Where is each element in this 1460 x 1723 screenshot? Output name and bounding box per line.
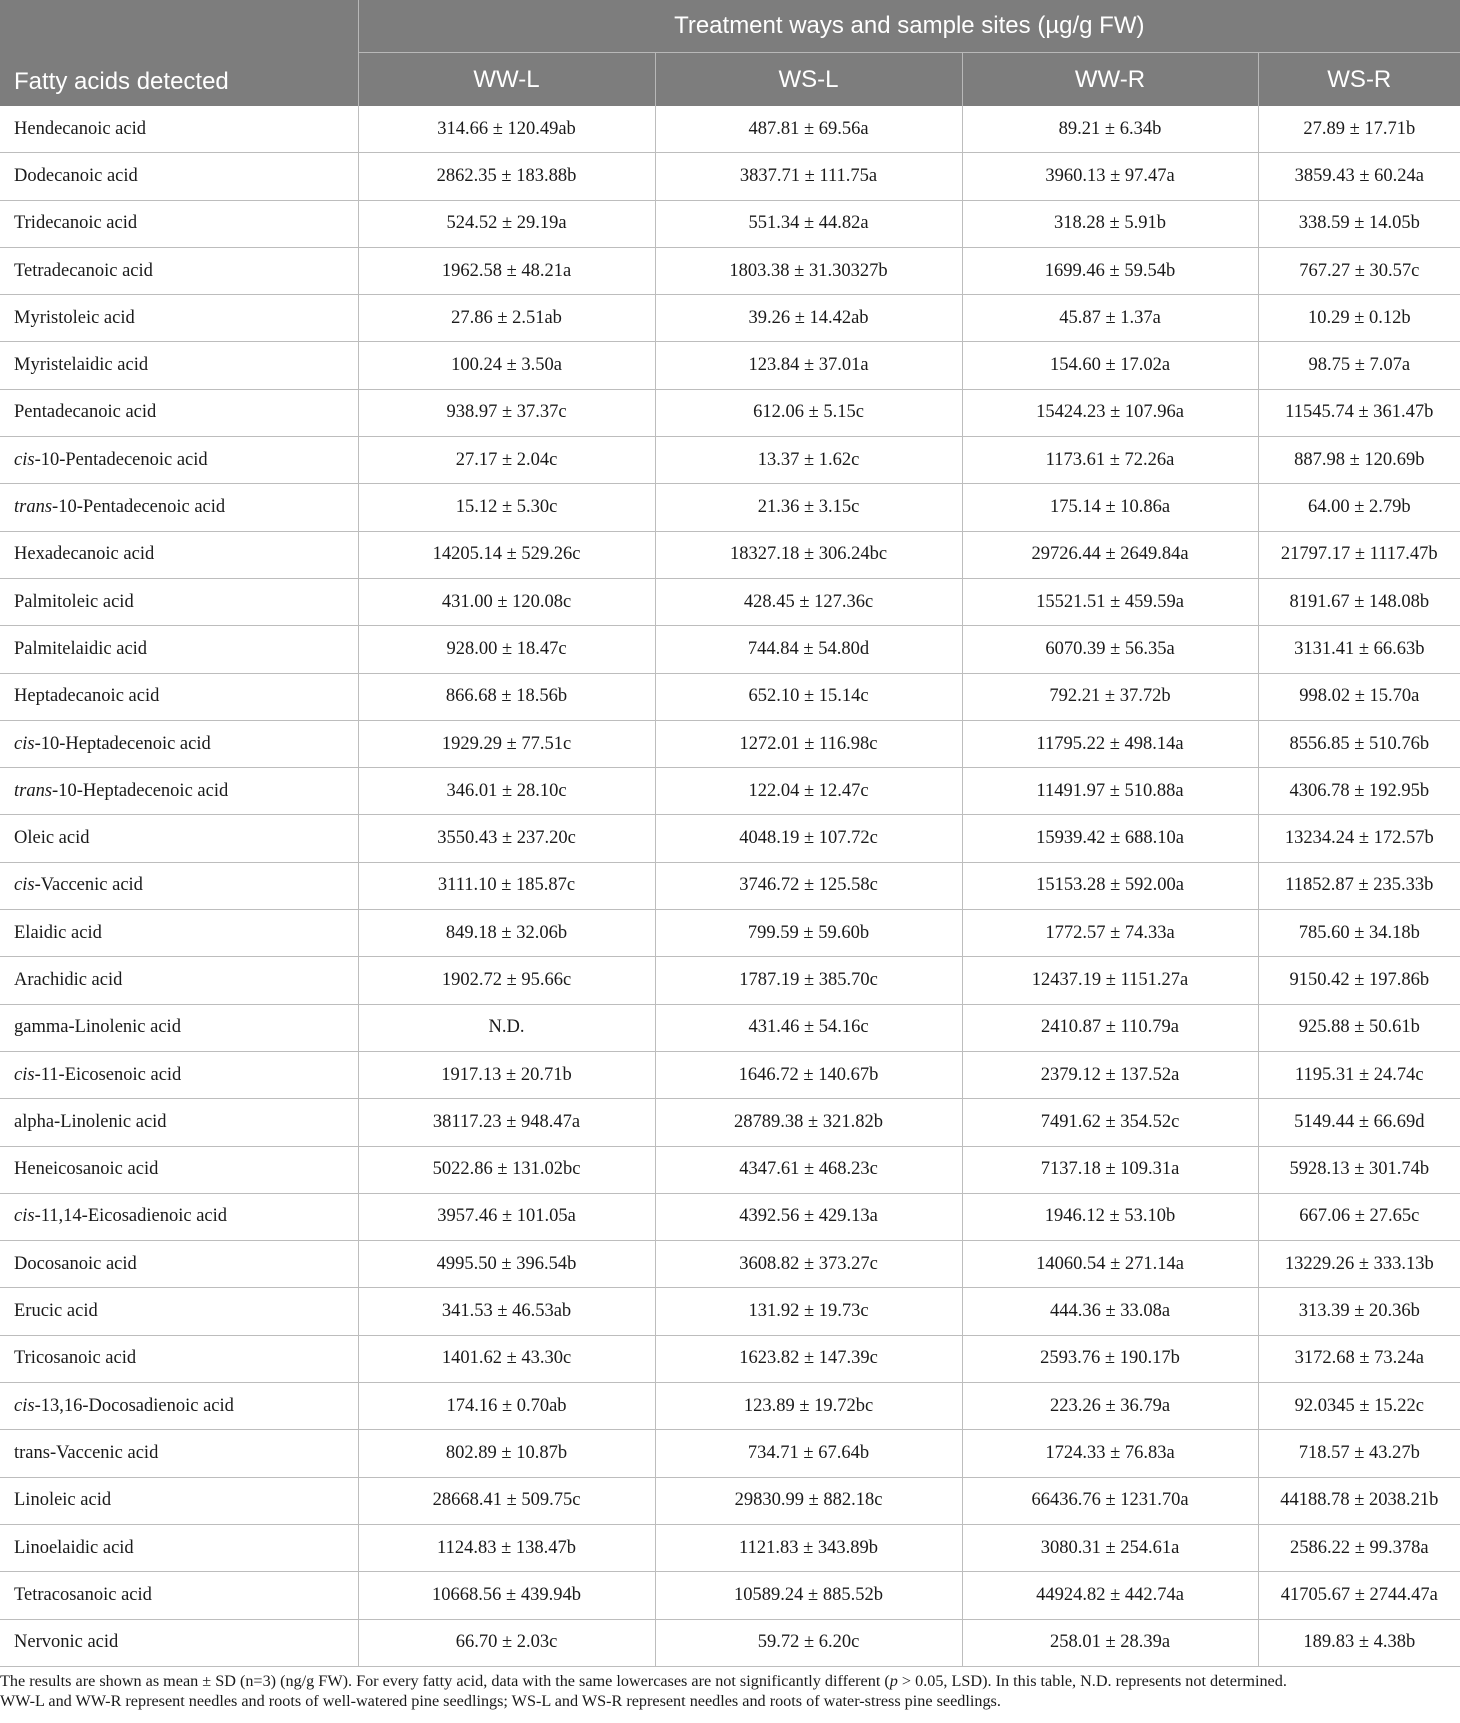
value-cell-ws-r: 13234.24 ± 172.57b: [1258, 815, 1460, 862]
fatty-acid-name: [0, 1099, 358, 1146]
value-cell-ws-r: 887.98 ± 120.69b: [1258, 437, 1460, 484]
value-cell-ws-r: 667.06 ± 27.65c: [1258, 1193, 1460, 1240]
value-cell-ww-r: 7491.62 ± 354.52c: [962, 1099, 1258, 1146]
value-cell-ww-l: 849.18 ± 32.06b: [358, 910, 655, 957]
table-row: [0, 1430, 1460, 1477]
table-row: [0, 1241, 1460, 1288]
value-cell-ws-r: 2586.22 ± 99.378a: [1258, 1524, 1460, 1571]
value-cell-ws-l: 3608.82 ± 373.27c: [655, 1241, 962, 1288]
value-cell-ws-l: 122.04 ± 12.47c: [655, 768, 962, 815]
footnote-text-a: The results are shown as mean ± SD (n=3) (ng/g FW). For every fatty acid, data with the same lowercases are not significantly different (: [0, 1671, 890, 1690]
value-cell-ws-l: 4048.19 ± 107.72c: [655, 815, 962, 862]
fatty-acid-name: [0, 720, 358, 767]
value-cell-ww-r: 3080.31 ± 254.61a: [962, 1524, 1258, 1571]
table-row: [0, 1193, 1460, 1240]
fatty-acid-label: Nervonic acid: [14, 1632, 119, 1653]
fatty-acid-label: Tetradecanoic acid: [14, 260, 153, 281]
value-cell-ww-r: 29726.44 ± 2649.84a: [962, 531, 1258, 578]
value-cell-ws-r: 338.59 ± 14.05b: [1258, 200, 1460, 247]
table-row: [0, 768, 1460, 815]
column-header-ww-r: WW-R: [962, 53, 1258, 107]
column-header-ws-l: WS-L: [655, 53, 962, 107]
value-cell-ww-r: 14060.54 ± 271.14a: [962, 1241, 1258, 1288]
value-cell-ww-l: N.D.: [358, 1004, 655, 1051]
value-cell-ws-l: 4392.56 ± 429.13a: [655, 1193, 962, 1240]
value-cell-ww-l: 38117.23 ± 948.47a: [358, 1099, 655, 1146]
fatty-acid-label: Myristelaidic acid: [14, 355, 149, 376]
fatty-acid-label: Palmitoleic acid: [14, 591, 134, 612]
fatty-acid-name: [0, 1524, 358, 1571]
isomer-prefix: trans: [14, 497, 53, 518]
table-row: [0, 295, 1460, 342]
value-cell-ww-l: 928.00 ± 18.47c: [358, 626, 655, 673]
fatty-acid-name: [0, 153, 358, 200]
fatty-acid-label: -10-Heptadecenoic acid: [52, 780, 229, 801]
value-cell-ws-l: 131.92 ± 19.73c: [655, 1288, 962, 1335]
fatty-acid-name: [0, 1146, 358, 1193]
value-cell-ww-l: 1929.29 ± 77.51c: [358, 720, 655, 767]
value-cell-ww-l: 3957.46 ± 101.05a: [358, 1193, 655, 1240]
fatty-acid-name: [0, 247, 358, 294]
table-row: [0, 1288, 1460, 1335]
fatty-acid-name: [0, 1383, 358, 1430]
value-cell-ws-r: 44188.78 ± 2038.21b: [1258, 1477, 1460, 1524]
value-cell-ww-r: 3960.13 ± 97.47a: [962, 153, 1258, 200]
value-cell-ww-r: 223.26 ± 36.79a: [962, 1383, 1258, 1430]
isomer-prefix: trans: [14, 780, 53, 801]
table-row: [0, 1524, 1460, 1571]
value-cell-ws-l: 3837.71 ± 111.75a: [655, 153, 962, 200]
value-cell-ws-l: 487.81 ± 69.56a: [655, 106, 962, 153]
value-cell-ws-r: 11545.74 ± 361.47b: [1258, 389, 1460, 436]
table-row: [0, 389, 1460, 436]
value-cell-ws-r: 27.89 ± 17.71b: [1258, 106, 1460, 153]
value-cell-ws-l: 1787.19 ± 385.70c: [655, 957, 962, 1004]
table-row: [0, 1146, 1460, 1193]
fatty-acid-name: [0, 1335, 358, 1382]
fatty-acid-name: [0, 815, 358, 862]
fatty-acid-name: [0, 1288, 358, 1335]
fatty-acid-label: -Vaccenic acid: [34, 875, 143, 896]
value-cell-ww-l: 524.52 ± 29.19a: [358, 200, 655, 247]
value-cell-ws-l: 10589.24 ± 885.52b: [655, 1572, 962, 1619]
fatty-acid-name: [0, 626, 358, 673]
value-cell-ww-r: 2410.87 ± 110.79a: [962, 1004, 1258, 1051]
table-row: [0, 342, 1460, 389]
fatty-acid-name: [0, 531, 358, 578]
table-row: [0, 1099, 1460, 1146]
fatty-acid-name: [0, 1572, 358, 1619]
value-cell-ws-r: 925.88 ± 50.61b: [1258, 1004, 1460, 1051]
value-cell-ws-l: 734.71 ± 67.64b: [655, 1430, 962, 1477]
fatty-acid-label: -11-Eicosenoic acid: [34, 1064, 182, 1085]
value-cell-ws-r: 5149.44 ± 66.69d: [1258, 1099, 1460, 1146]
value-cell-ws-r: 8556.85 ± 510.76b: [1258, 720, 1460, 767]
column-header-ww-l: WW-L: [358, 53, 655, 107]
value-cell-ww-l: 1917.13 ± 20.71b: [358, 1051, 655, 1098]
value-cell-ws-r: 998.02 ± 15.70a: [1258, 673, 1460, 720]
table-row: [0, 910, 1460, 957]
isomer-prefix: cis: [14, 449, 35, 470]
fatty-acid-name: [0, 768, 358, 815]
fatty-acid-label: -10-Heptadecenoic acid: [34, 733, 211, 754]
value-cell-ws-r: 92.0345 ± 15.22c: [1258, 1383, 1460, 1430]
fatty-acid-name: [0, 1004, 358, 1051]
table-row: [0, 1335, 1460, 1382]
value-cell-ws-r: 718.57 ± 43.27b: [1258, 1430, 1460, 1477]
fatty-acid-label: Heptadecanoic acid: [14, 686, 160, 707]
value-cell-ww-r: 15153.28 ± 592.00a: [962, 862, 1258, 909]
value-cell-ws-r: 11852.87 ± 235.33b: [1258, 862, 1460, 909]
value-cell-ws-l: 123.84 ± 37.01a: [655, 342, 962, 389]
value-cell-ws-r: 10.29 ± 0.12b: [1258, 295, 1460, 342]
value-cell-ws-l: 21.36 ± 3.15c: [655, 484, 962, 531]
table-header: [0, 0, 1460, 106]
table-row: [0, 1572, 1460, 1619]
fatty-acid-name: [0, 342, 358, 389]
table-row: [0, 1004, 1460, 1051]
isomer-prefix: cis: [14, 1064, 35, 1085]
value-cell-ws-r: 3131.41 ± 66.63b: [1258, 626, 1460, 673]
fatty-acid-name: [0, 1051, 358, 1098]
table-row: [0, 1051, 1460, 1098]
value-cell-ww-r: 45.87 ± 1.37a: [962, 295, 1258, 342]
value-cell-ww-r: 15521.51 ± 459.59a: [962, 578, 1258, 625]
fatty-acid-label: gamma-Linolenic acid: [14, 1017, 181, 1038]
value-cell-ws-r: 189.83 ± 4.38b: [1258, 1619, 1460, 1666]
value-cell-ww-r: 11491.97 ± 510.88a: [962, 768, 1258, 815]
value-cell-ww-l: 100.24 ± 3.50a: [358, 342, 655, 389]
value-cell-ww-l: 2862.35 ± 183.88b: [358, 153, 655, 200]
table-row: [0, 200, 1460, 247]
fatty-acid-label: Tricosanoic acid: [14, 1348, 137, 1369]
fatty-acid-label: Hendecanoic acid: [14, 118, 146, 139]
value-cell-ww-l: 27.17 ± 2.04c: [358, 437, 655, 484]
value-cell-ws-l: 1646.72 ± 140.67b: [655, 1051, 962, 1098]
value-cell-ww-l: 341.53 ± 46.53ab: [358, 1288, 655, 1335]
value-cell-ww-r: 11795.22 ± 498.14a: [962, 720, 1258, 767]
fatty-acid-name: [0, 673, 358, 720]
row-header-label: Fatty acids detected: [0, 0, 358, 106]
value-cell-ww-r: 6070.39 ± 56.35a: [962, 626, 1258, 673]
value-cell-ww-r: 66436.76 ± 1231.70a: [962, 1477, 1258, 1524]
value-cell-ws-r: 1195.31 ± 24.74c: [1258, 1051, 1460, 1098]
fatty-acid-label: Tetracosanoic acid: [14, 1584, 152, 1605]
value-cell-ws-r: 5928.13 ± 301.74b: [1258, 1146, 1460, 1193]
fatty-acid-label: Tridecanoic acid: [14, 213, 138, 234]
value-cell-ww-r: 7137.18 ± 109.31a: [962, 1146, 1258, 1193]
value-cell-ww-l: 174.16 ± 0.70ab: [358, 1383, 655, 1430]
value-cell-ws-r: 21797.17 ± 1117.47b: [1258, 531, 1460, 578]
value-cell-ws-r: 64.00 ± 2.79b: [1258, 484, 1460, 531]
fatty-acid-name: [0, 1619, 358, 1666]
value-cell-ww-l: 1902.72 ± 95.66c: [358, 957, 655, 1004]
value-cell-ws-l: 799.59 ± 59.60b: [655, 910, 962, 957]
value-cell-ww-r: 1699.46 ± 59.54b: [962, 247, 1258, 294]
value-cell-ww-l: 5022.86 ± 131.02bc: [358, 1146, 655, 1193]
fatty-acid-name: [0, 295, 358, 342]
column-header-ws-r: WS-R: [1258, 53, 1460, 107]
table-row: [0, 153, 1460, 200]
fatty-acid-name: [0, 200, 358, 247]
value-cell-ww-r: 15939.42 ± 688.10a: [962, 815, 1258, 862]
fatty-acid-name: [0, 578, 358, 625]
fatty-acid-name: [0, 957, 358, 1004]
table-row: [0, 673, 1460, 720]
value-cell-ws-l: 431.46 ± 54.16c: [655, 1004, 962, 1051]
fatty-acid-label: Docosanoic acid: [14, 1253, 137, 1274]
fatty-acid-label: Hexadecanoic acid: [14, 544, 155, 565]
fatty-acid-label: alpha-Linolenic acid: [14, 1111, 167, 1132]
value-cell-ws-r: 767.27 ± 30.57c: [1258, 247, 1460, 294]
value-cell-ww-l: 14205.14 ± 529.26c: [358, 531, 655, 578]
value-cell-ww-r: 154.60 ± 17.02a: [962, 342, 1258, 389]
fatty-acid-label: Palmitelaidic acid: [14, 638, 148, 659]
fatty-acid-name: [0, 437, 358, 484]
value-cell-ww-r: 258.01 ± 28.39a: [962, 1619, 1258, 1666]
footnote-p-symbol: p: [889, 1671, 898, 1690]
table-row: [0, 1477, 1460, 1524]
value-cell-ws-l: 1121.83 ± 343.89b: [655, 1524, 962, 1571]
fatty-acid-label: Dodecanoic acid: [14, 165, 138, 186]
isomer-prefix: cis: [14, 1206, 35, 1227]
value-cell-ww-r: 1946.12 ± 53.10b: [962, 1193, 1258, 1240]
fatty-acid-label: -10-Pentadecenoic acid: [52, 497, 226, 518]
value-cell-ws-l: 551.34 ± 44.82a: [655, 200, 962, 247]
table-row: [0, 626, 1460, 673]
fatty-acid-name: [0, 484, 358, 531]
isomer-prefix: cis: [14, 875, 35, 896]
fatty-acid-label: Pentadecanoic acid: [14, 402, 157, 423]
value-cell-ww-l: 66.70 ± 2.03c: [358, 1619, 655, 1666]
value-cell-ww-l: 10668.56 ± 439.94b: [358, 1572, 655, 1619]
value-cell-ww-l: 28668.41 ± 509.75c: [358, 1477, 655, 1524]
value-cell-ws-l: 29830.99 ± 882.18c: [655, 1477, 962, 1524]
footnote-line-2: WW-L and WW-R represent needles and roots of well-watered pine seedlings; WS-L and WS-R represent needles and roots of water-stress pine seedlings.: [0, 1691, 1001, 1710]
table-row: [0, 815, 1460, 862]
fatty-acid-name: [0, 1477, 358, 1524]
table-row: [0, 578, 1460, 625]
value-cell-ws-l: 744.84 ± 54.80d: [655, 626, 962, 673]
isomer-prefix: cis: [14, 733, 35, 754]
value-cell-ws-l: 1623.82 ± 147.39c: [655, 1335, 962, 1382]
value-cell-ww-r: 12437.19 ± 1151.27a: [962, 957, 1258, 1004]
table-row: [0, 862, 1460, 909]
value-cell-ws-l: 4347.61 ± 468.23c: [655, 1146, 962, 1193]
value-cell-ws-r: 4306.78 ± 192.95b: [1258, 768, 1460, 815]
value-cell-ww-l: 1962.58 ± 48.21a: [358, 247, 655, 294]
value-cell-ws-l: 13.37 ± 1.62c: [655, 437, 962, 484]
table-row: [0, 531, 1460, 578]
table-row: [0, 437, 1460, 484]
value-cell-ws-l: 123.89 ± 19.72bc: [655, 1383, 962, 1430]
value-cell-ww-r: 1173.61 ± 72.26a: [962, 437, 1258, 484]
value-cell-ws-r: 98.75 ± 7.07a: [1258, 342, 1460, 389]
value-cell-ws-l: 3746.72 ± 125.58c: [655, 862, 962, 909]
value-cell-ws-r: 41705.67 ± 2744.47a: [1258, 1572, 1460, 1619]
fatty-acid-name: [0, 1430, 358, 1477]
value-cell-ww-r: 2593.76 ± 190.17b: [962, 1335, 1258, 1382]
table-row: [0, 1383, 1460, 1430]
fatty-acid-label: -10-Pentadecenoic acid: [34, 449, 208, 470]
value-cell-ww-l: 4995.50 ± 396.54b: [358, 1241, 655, 1288]
value-cell-ww-r: 444.36 ± 33.08a: [962, 1288, 1258, 1335]
value-cell-ww-l: 346.01 ± 28.10c: [358, 768, 655, 815]
value-cell-ww-l: 866.68 ± 18.56b: [358, 673, 655, 720]
value-cell-ww-l: 27.86 ± 2.51ab: [358, 295, 655, 342]
value-cell-ww-r: 2379.12 ± 137.52a: [962, 1051, 1258, 1098]
fatty-acid-label: -13,16-Docosadienoic acid: [34, 1395, 234, 1416]
value-cell-ww-l: 1124.83 ± 138.47b: [358, 1524, 655, 1571]
table-footnote: [0, 1667, 1460, 1711]
value-cell-ww-l: 15.12 ± 5.30c: [358, 484, 655, 531]
value-cell-ww-l: 314.66 ± 120.49ab: [358, 106, 655, 153]
value-cell-ws-r: 8191.67 ± 148.08b: [1258, 578, 1460, 625]
value-cell-ww-l: 802.89 ± 10.87b: [358, 1430, 655, 1477]
table-row: [0, 957, 1460, 1004]
fatty-acid-label: Elaidic acid: [14, 922, 102, 943]
table-row: [0, 247, 1460, 294]
value-cell-ww-l: 938.97 ± 37.37c: [358, 389, 655, 436]
value-cell-ws-l: 18327.18 ± 306.24bc: [655, 531, 962, 578]
fatty-acid-label: Erucic acid: [14, 1301, 98, 1322]
value-cell-ws-r: 785.60 ± 34.18b: [1258, 910, 1460, 957]
value-cell-ws-l: 652.10 ± 15.14c: [655, 673, 962, 720]
value-cell-ws-l: 1272.01 ± 116.98c: [655, 720, 962, 767]
value-cell-ww-l: 1401.62 ± 43.30c: [358, 1335, 655, 1382]
fatty-acid-name: [0, 1193, 358, 1240]
table-body: [0, 106, 1460, 1666]
column-group-header: Treatment ways and sample sites (µg/g FW): [358, 0, 1460, 53]
fatty-acid-label: -11,14-Eicosadienoic acid: [34, 1206, 228, 1227]
value-cell-ww-l: 3111.10 ± 185.87c: [358, 862, 655, 909]
value-cell-ws-r: 13229.26 ± 333.13b: [1258, 1241, 1460, 1288]
value-cell-ws-r: 313.39 ± 20.36b: [1258, 1288, 1460, 1335]
fatty-acid-label: Arachidic acid: [14, 969, 123, 990]
footnote-text-b: > 0.05, LSD). In this table, N.D. represents not determined.: [897, 1671, 1287, 1690]
value-cell-ws-l: 28789.38 ± 321.82b: [655, 1099, 962, 1146]
fatty-acid-name: [0, 910, 358, 957]
value-cell-ww-l: 431.00 ± 120.08c: [358, 578, 655, 625]
fatty-acid-label: Linoleic acid: [14, 1490, 112, 1511]
value-cell-ws-r: 3172.68 ± 73.24a: [1258, 1335, 1460, 1382]
table-row: [0, 484, 1460, 531]
value-cell-ww-r: 792.21 ± 37.72b: [962, 673, 1258, 720]
table-row: [0, 720, 1460, 767]
fatty-acid-name: [0, 862, 358, 909]
footnote-line-1: [0, 1671, 1460, 1691]
value-cell-ww-r: 1724.33 ± 76.83a: [962, 1430, 1258, 1477]
value-cell-ws-r: 9150.42 ± 197.86b: [1258, 957, 1460, 1004]
table-row: [0, 106, 1460, 153]
value-cell-ws-l: 612.06 ± 5.15c: [655, 389, 962, 436]
fatty-acid-label: Myristoleic acid: [14, 307, 135, 328]
value-cell-ws-l: 59.72 ± 6.20c: [655, 1619, 962, 1666]
isomer-prefix: cis: [14, 1395, 35, 1416]
value-cell-ww-r: 175.14 ± 10.86a: [962, 484, 1258, 531]
fatty-acid-label: Linoelaidic acid: [14, 1537, 134, 1558]
fatty-acid-name: [0, 389, 358, 436]
fatty-acid-name: [0, 1241, 358, 1288]
value-cell-ws-l: 39.26 ± 14.42ab: [655, 295, 962, 342]
value-cell-ws-l: 1803.38 ± 31.30327b: [655, 247, 962, 294]
table-row: [0, 1619, 1460, 1666]
value-cell-ww-r: 318.28 ± 5.91b: [962, 200, 1258, 247]
fatty-acid-name: [0, 106, 358, 153]
fatty-acid-label: trans-Vaccenic acid: [14, 1442, 159, 1463]
value-cell-ww-r: 44924.82 ± 442.74a: [962, 1572, 1258, 1619]
value-cell-ww-r: 89.21 ± 6.34b: [962, 106, 1258, 153]
value-cell-ws-l: 428.45 ± 127.36c: [655, 578, 962, 625]
value-cell-ww-l: 3550.43 ± 237.20c: [358, 815, 655, 862]
value-cell-ws-r: 3859.43 ± 60.24a: [1258, 153, 1460, 200]
value-cell-ww-r: 1772.57 ± 74.33a: [962, 910, 1258, 957]
fatty-acid-label: Oleic acid: [14, 828, 90, 849]
fatty-acid-label: Heneicosanoic acid: [14, 1159, 159, 1180]
value-cell-ww-r: 15424.23 ± 107.96a: [962, 389, 1258, 436]
